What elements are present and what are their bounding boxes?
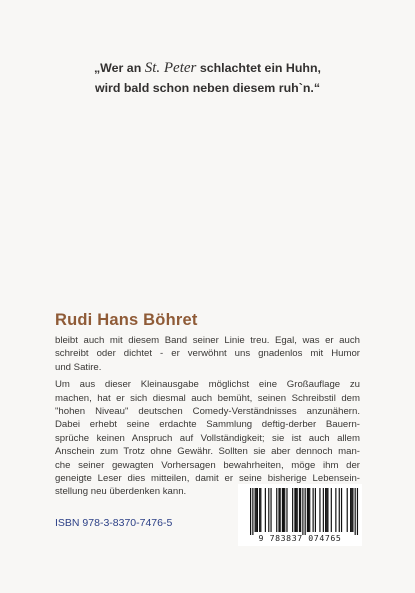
barcode-bar <box>294 488 295 532</box>
barcode-bar <box>278 488 279 532</box>
quote-line-1-end: schlachtet ein Huhn, <box>196 61 321 75</box>
quote-line-1-start: „Wer an <box>93 61 145 75</box>
barcode-bar <box>255 488 256 532</box>
barcode-bar <box>297 488 298 532</box>
barcode-bar <box>355 488 356 535</box>
barcode-bar <box>326 488 327 532</box>
barcode-bar <box>265 488 266 532</box>
barcode <box>238 484 362 546</box>
quote-line-1 <box>0 58 415 78</box>
barcode-bar <box>339 488 340 532</box>
barcode-bar <box>331 488 332 532</box>
barcode-bar <box>250 488 251 535</box>
barcode-bar <box>299 488 300 532</box>
author-name: Rudi Hans Böhret <box>55 311 198 329</box>
barcode-bar <box>280 488 281 532</box>
barcode-bar <box>305 488 306 535</box>
blurb-line: che seiner gewagten Vorhersagen bewahrheiten, möge ihm der <box>55 459 360 471</box>
barcode-bar <box>256 488 257 532</box>
barcode-bar <box>295 488 296 532</box>
barcode-bar <box>350 488 351 532</box>
blurb-line: "hohen Niveau" deutschen Comedy-Verständnisses anzunähern. <box>55 405 360 417</box>
blurb-line: bleibt auch mit diesem Band seiner Linie treu. Egal, was er auch <box>55 335 360 346</box>
blurb-line: schreibt oder dichtet - er verwöhnt uns gnadenlos mit Humor <box>55 348 360 360</box>
quote-saint-name: St. Peter <box>144 60 197 76</box>
barcode-bar <box>292 488 293 532</box>
quote-line-2: wird bald schon neben diesem ruh`n.“ <box>94 81 321 95</box>
barcode-bar <box>351 488 352 532</box>
barcode-bar <box>319 488 320 532</box>
barcode-bar <box>325 488 326 532</box>
barcode-bar <box>284 488 285 532</box>
barcode-bar <box>308 488 309 532</box>
blurb-line: stellung neu überdenken kann. <box>55 486 187 498</box>
barcode-bar <box>341 488 342 532</box>
blurb-line: sprüche keinen Anspruch auf Vollständigkeit; sie ist auch allem <box>55 432 360 444</box>
barcode-bar <box>259 488 260 532</box>
blurb-paragraph-1 <box>55 334 360 374</box>
barcode-bar <box>268 488 269 532</box>
barcode-bar <box>260 488 261 532</box>
barcode-bar <box>313 488 314 532</box>
barcode-bar <box>286 488 287 532</box>
barcode-bar <box>315 488 316 532</box>
blurb-line: geneigte Leser dies mitteilen, damit er seine bisherige Lebensein- <box>55 472 360 484</box>
blurb-line: und Satire. <box>55 361 102 373</box>
barcode-bar <box>352 488 353 532</box>
barcode-bar <box>309 488 310 532</box>
barcode-bar <box>257 488 258 532</box>
barcode-bar <box>252 488 253 535</box>
isbn-number: ISBN 978-3-8370-7476-5 <box>55 517 173 529</box>
blurb-text <box>55 334 360 503</box>
barcode-bar <box>300 488 301 532</box>
barcode-bar <box>307 488 308 532</box>
barcode-digits: 9 783837 074765 <box>258 533 342 543</box>
blurb-line: Um aus dieser Kleinausgabe möglichst eine Großauflage zu <box>55 379 360 391</box>
barcode-bar <box>327 488 328 532</box>
barcode-bar <box>283 488 284 532</box>
blurb-line: Dabei erhebt seine erdachte Sammlung deftig-derber Bauern- <box>55 419 360 431</box>
blurb-line: machen, hat er sich diesmal auch bemüht, seinen Schreibstil dem <box>55 392 360 404</box>
barcode-bar <box>276 488 277 532</box>
barcode-bar <box>282 488 283 532</box>
back-cover-quote <box>0 58 415 98</box>
barcode-bar <box>347 488 348 532</box>
barcode-bar <box>302 488 303 535</box>
blurb-paragraph-2 <box>55 378 360 499</box>
barcode-bar <box>335 488 336 532</box>
barcode-bar <box>270 488 271 532</box>
blurb-line: Anschein zum Trotz ohne Gewähr. Sollten sie aber dennoch man- <box>55 446 360 458</box>
barcode-bar <box>323 488 324 532</box>
barcode-bar <box>357 488 358 535</box>
